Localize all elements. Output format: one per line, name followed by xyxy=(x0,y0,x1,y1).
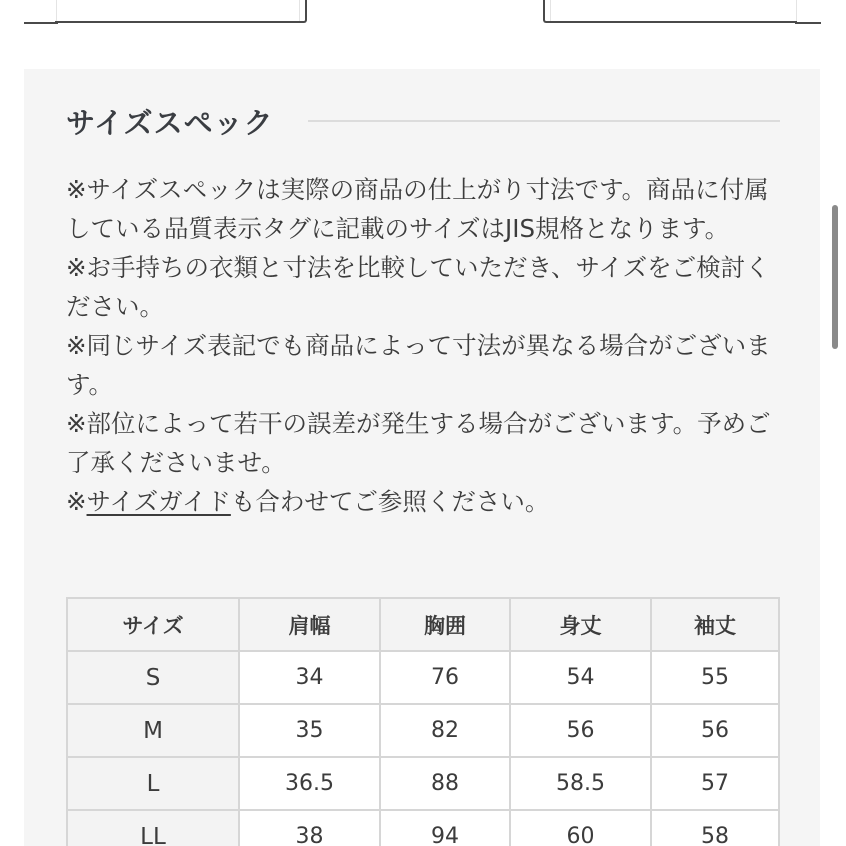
cell-sleeve: 56 xyxy=(651,704,779,757)
size-notes xyxy=(66,170,786,521)
header-sleeve: 袖丈 xyxy=(651,598,779,651)
tab-right-inner xyxy=(550,0,797,21)
tab-left[interactable] xyxy=(55,0,307,23)
table-header-row xyxy=(67,598,779,651)
table-row xyxy=(67,757,779,810)
scrollbar-thumb[interactable] xyxy=(832,205,838,349)
table-row xyxy=(67,651,779,704)
scrollbar-track[interactable] xyxy=(824,0,846,846)
size-label: LL xyxy=(67,810,239,846)
header-chest: 胸囲 xyxy=(380,598,510,651)
cell-length: 54 xyxy=(510,651,651,704)
header-length: 身丈 xyxy=(510,598,651,651)
note-item-guide xyxy=(66,482,786,521)
tab-underline-left xyxy=(24,22,58,24)
size-spec-title: サイズスペック xyxy=(66,105,274,140)
size-spec-panel xyxy=(24,69,820,846)
table-row xyxy=(67,810,779,846)
cell-shoulder: 36.5 xyxy=(239,757,380,810)
cell-length: 56 xyxy=(510,704,651,757)
size-table xyxy=(66,597,780,846)
size-spec-header xyxy=(66,99,780,143)
note-item: ※同じサイズ表記でも商品によって寸法が異なる場合がございます。 xyxy=(66,331,771,399)
table-row xyxy=(67,704,779,757)
size-label: S xyxy=(67,651,239,704)
size-label: L xyxy=(67,757,239,810)
tab-left-inner xyxy=(56,0,300,21)
cell-shoulder: 35 xyxy=(239,704,380,757)
cell-chest: 76 xyxy=(380,651,510,704)
cell-length: 60 xyxy=(510,810,651,846)
tab-right[interactable] xyxy=(543,0,797,23)
cell-sleeve: 55 xyxy=(651,651,779,704)
cell-length: 58.5 xyxy=(510,757,651,810)
size-guide-link[interactable]: サイズガイド xyxy=(86,487,231,516)
tab-underline-right xyxy=(795,22,821,24)
note-item: ※お手持ちの衣類と寸法を比較していただき、サイズをご検討ください。 xyxy=(66,253,770,321)
note-item: ※サイズスペックは実際の商品の仕上がり寸法です。商品に付属している品質表示タグに記載のサイズはJIS規格となります。 xyxy=(66,175,769,243)
cell-sleeve: 57 xyxy=(651,757,779,810)
header-shoulder: 肩幅 xyxy=(239,598,380,651)
cell-chest: 82 xyxy=(380,704,510,757)
cell-shoulder: 38 xyxy=(239,810,380,846)
cell-shoulder: 34 xyxy=(239,651,380,704)
cell-chest: 94 xyxy=(380,810,510,846)
title-divider xyxy=(308,120,780,122)
guide-prefix: ※ xyxy=(66,487,87,516)
header-size: サイズ xyxy=(67,598,239,651)
cell-sleeve: 58 xyxy=(651,810,779,846)
note-item: ※部位によって若干の誤差が発生する場合がございます。予めご了承くださいませ。 xyxy=(66,409,771,477)
size-label: M xyxy=(67,704,239,757)
guide-suffix: も合わせてご参照ください。 xyxy=(230,487,550,516)
cell-chest: 88 xyxy=(380,757,510,810)
